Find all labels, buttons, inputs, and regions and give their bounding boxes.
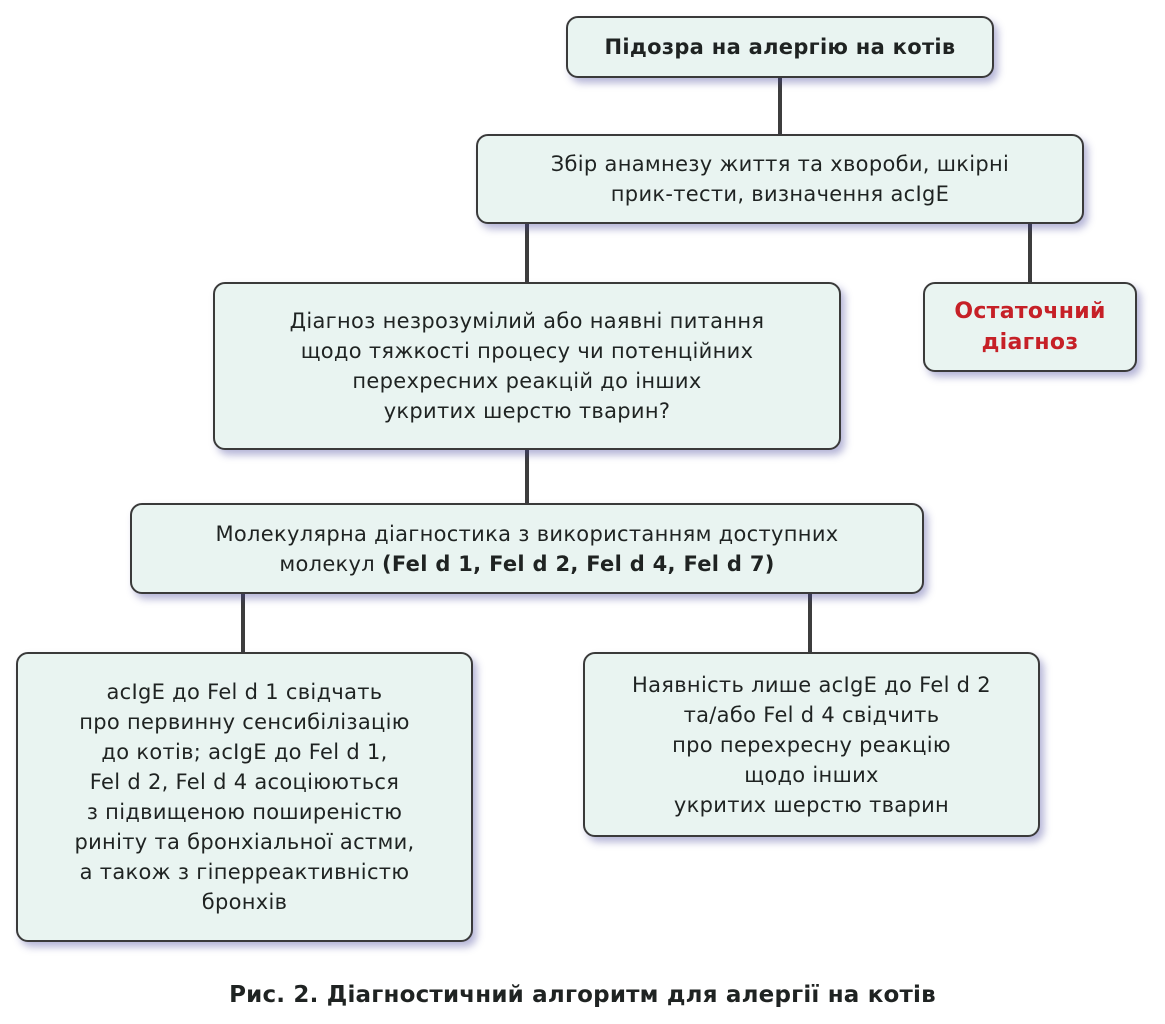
molecular-diagnostics-box [130,503,924,594]
final-diagnosis-line: Остаточний [954,299,1106,324]
question-text [290,306,765,426]
anamnesis-box [476,134,1084,224]
final-diagnosis-box [923,282,1137,372]
primary-sensitization-line: до котів; acIgE до Fel d 1, [101,740,388,764]
primary-sensitization-line: acIgE до Fel d 1 свідчать [106,680,383,704]
cross-reaction-line: Наявність лише acIgE до Fel d 2 [632,672,991,697]
final-diagnosis-text [954,296,1105,358]
anamnesis-line: Збір анамнезу життя та хвороби, шкірні [550,152,1010,176]
molecular-line-prefix: молекул [279,551,382,576]
molecular-line [215,549,838,579]
primary-sensitization-line: про первинну сенсибілізацію [79,710,410,734]
question-box [213,282,841,450]
question-line: Діагноз незрозумілий або наявні питання [289,309,765,333]
primary-sensitization-text [74,677,414,917]
cross-reaction-box [583,652,1040,837]
primary-sensitization-box [16,652,473,942]
anamnesis-text [551,149,1009,209]
cross-reaction-text [632,670,991,820]
figure-caption: Рис. 2. Діагностичний алгоритм для алергії на котів [229,982,936,1008]
anamnesis-line: прик-тести, визначення acIgE [610,182,950,206]
primary-sensitization-line: а також з гіперреактивністю [79,860,410,884]
cross-reaction-line: щодо інших [744,762,879,787]
suspicion-box [566,16,994,78]
primary-sensitization-line: бронхів [201,890,288,914]
primary-sensitization-line: Fel d 2, Fel d 4 асоціюються [89,770,400,794]
cross-reaction-line: про перехресну реакцію [672,732,951,757]
primary-sensitization-line: риніту та бронхіальної астми, [74,830,415,854]
molecular-text [215,519,838,579]
final-diagnosis-line: діагноз [981,330,1079,355]
cross-reaction-line: та/або Fel d 4 свідчить [683,702,940,727]
question-line: щодо тяжкості процесу чи потенційних [300,339,754,363]
suspicion-text: Підозра на алергію на котів [604,35,956,59]
question-line: перехресних реакцій до інших [352,369,702,393]
molecular-line-molecules: (Fel d 1, Fel d 2, Fel d 4, Fel d 7) [381,551,775,576]
molecular-line: Молекулярна діагностика з використанням доступних [215,521,839,546]
question-line: укритих шерстю тварин? [383,399,671,423]
primary-sensitization-line: з підвищеною поширеністю [86,800,403,824]
cross-reaction-line: укритих шерстю тварин [673,792,950,817]
